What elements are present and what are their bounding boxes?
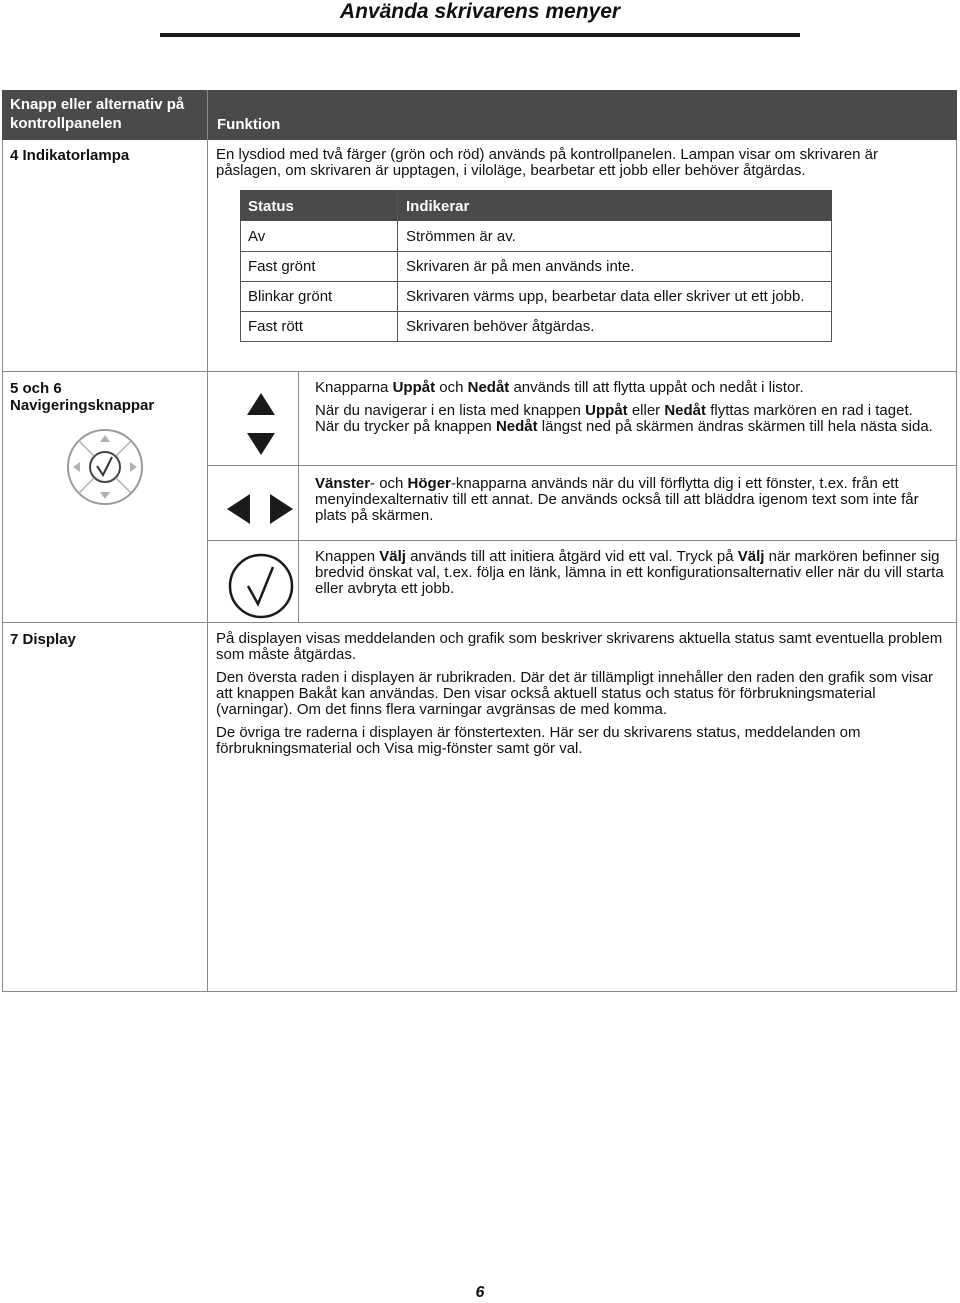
- status-table-header: [240, 190, 832, 221]
- text-run: När du trycker på knappen: [315, 418, 496, 435]
- button-name-down: Nedåt: [467, 379, 510, 396]
- status-table-rule: [240, 251, 832, 252]
- text-run: Knapparna: [315, 379, 393, 396]
- status-cell: Fast rött: [248, 318, 304, 335]
- sub-row-divider: [207, 540, 957, 541]
- display-paragraph: De övriga tre raderna i displayen är fönstertexten. Här ser du skrivarens status, meddelanden om förbrukningsmaterial och Visa mig-fönster samt gör val.: [216, 724, 861, 757]
- row-label-display: 7 Display: [10, 631, 76, 648]
- text-run: längst ned på skärmen ändras skärmen till hela nästa sida.: [537, 418, 933, 435]
- header-button-option: Knapp eller alternativ på kontrollpanelen: [10, 96, 185, 132]
- down-arrow-icon: [246, 432, 276, 456]
- indicates-header: Indikerar: [406, 198, 470, 215]
- button-name-left: Vänster: [315, 475, 371, 492]
- indicator-description: En lysdiod med två färger (grön och röd) används på kontrollpanelen. Lampan visar om skrivaren är påslagen, om skrivaren är upptagen, i viloläge, bearbetar ett jobb eller behöver åtgärdas.: [216, 146, 879, 179]
- display-text: [216, 631, 946, 757]
- indicates-cell: Strömmen är av.: [406, 228, 516, 245]
- text-run: används till att initiera åtgärd vid ett val. Tryck på: [405, 548, 738, 565]
- status-table-rule: [240, 311, 832, 312]
- button-name-down: Nedåt: [664, 402, 707, 419]
- status-cell: Av: [248, 228, 266, 245]
- up-arrow-icon: [246, 392, 276, 416]
- icon-column-divider: [298, 371, 299, 623]
- header-function: Funktion: [217, 116, 281, 133]
- text-run: Knappen: [315, 548, 380, 565]
- row-divider: [2, 371, 957, 372]
- display-paragraph: På displayen visas meddelanden och grafik som beskriver skrivarens aktuella status samt eventuella problem som måste åtgärdas.: [216, 630, 943, 663]
- right-arrow-icon: [270, 494, 293, 524]
- updown-text: [315, 380, 945, 435]
- indicates-cell: Skrivaren behöver åtgärdas.: [406, 318, 595, 335]
- select-check-icon: [228, 553, 294, 619]
- text-run: - och: [370, 475, 408, 492]
- text-run: -knapparna används när du vill förflytta dig i ett fönster, t.ex. från ett menyindexalternativ till ett annat. De används också till att bläddra igenom text som inte får plats på skärmen.: [315, 475, 919, 524]
- sub-row-divider: [207, 465, 957, 466]
- row-divider: [2, 622, 957, 623]
- navigation-pad-icon: [66, 428, 144, 506]
- button-name-up: Uppåt: [392, 379, 436, 396]
- select-text: [315, 549, 945, 597]
- status-table-divider: [397, 190, 398, 342]
- text-run: används till att flytta uppåt och nedåt i listor.: [509, 379, 804, 396]
- button-name-select: Välj: [737, 548, 765, 565]
- page-number: 6: [475, 1284, 485, 1301]
- status-header: Status: [248, 198, 294, 215]
- text-run: flyttas markören en rad i taget.: [706, 402, 913, 419]
- button-name-down: Nedåt: [495, 418, 538, 435]
- column-divider: [207, 90, 208, 992]
- button-name-up: Uppåt: [585, 402, 628, 419]
- status-cell: Blinkar grönt: [248, 288, 333, 305]
- left-right-arrows: [226, 493, 296, 525]
- title-rule: [160, 33, 800, 37]
- text-run: och: [435, 379, 468, 396]
- text-run: När du navigerar i en lista med knappen: [315, 402, 586, 419]
- text-run: eller: [627, 402, 665, 419]
- indicates-cell: Skrivaren är på men används inte.: [406, 258, 635, 275]
- text-run: när markören befinner sig bredvid önskat val, t.ex. följa en länk, lämna in ett konfigurationsalternativ eller när du vill starta eller avbryta ett jobb.: [315, 548, 944, 597]
- button-name-right: Höger: [407, 475, 451, 492]
- left-arrow-icon: [227, 494, 250, 524]
- display-paragraph: Den översta raden i displayen är rubrikraden. Där det är tillämpligt innehåller den raden den grafik som visar att knappen Bakåt kan användas. Den visar också aktuell status och status för förbrukningsmaterial (varningar). Om det finns flera varningar avgränsas de med komma.: [216, 669, 934, 718]
- row-label-navigation: 5 och 6 Navigeringsknappar: [10, 380, 155, 414]
- leftright-text: [315, 476, 945, 524]
- button-name-select: Välj: [379, 548, 406, 565]
- status-table-rule: [240, 281, 832, 282]
- status-cell: Fast grönt: [248, 258, 316, 275]
- page-title: Använda skrivarens menyer: [339, 0, 621, 23]
- indicates-cell: Skrivaren värms upp, bearbetar data eller skriver ut ett jobb.: [406, 288, 805, 305]
- row-label-indicator: 4 Indikatorlampa: [10, 147, 130, 164]
